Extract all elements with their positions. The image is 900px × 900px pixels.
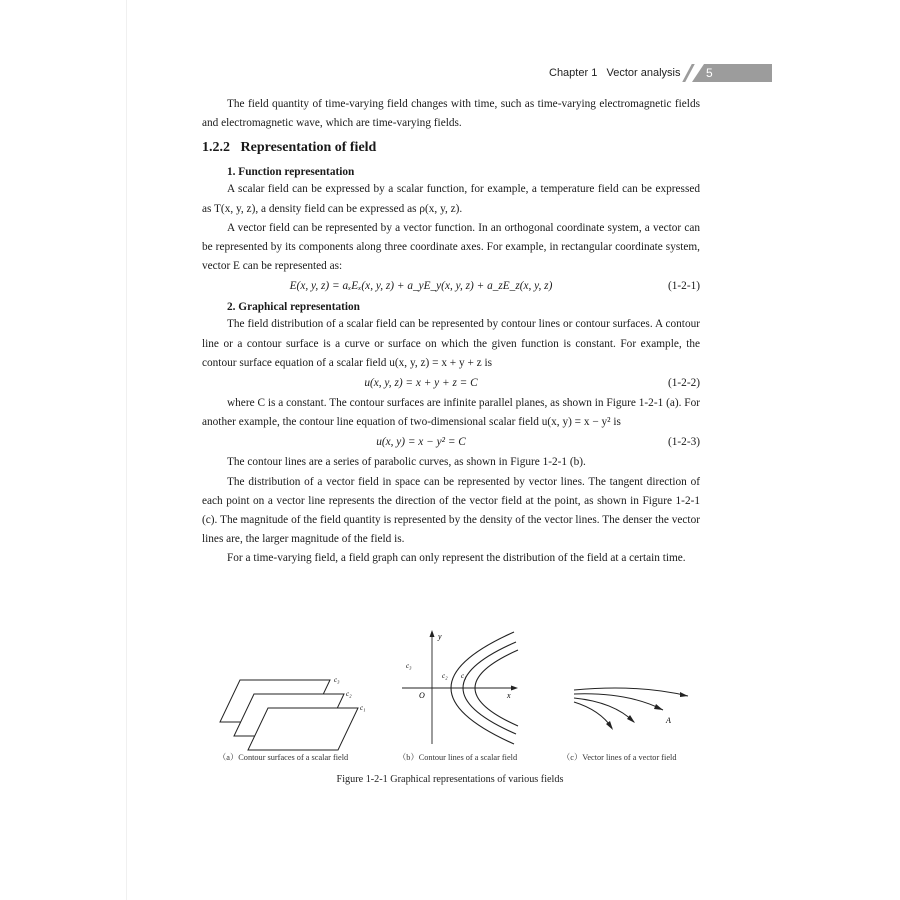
page-body [202,95,700,569]
label-c3: c₃ [334,676,340,684]
plane-c1 [248,708,358,750]
figure-c-vector-lines [568,676,703,746]
header-slash [682,64,695,82]
section-number: 1.2.2 [202,140,230,156]
label-c1: c₁ [461,672,467,680]
function-paragraph-2: A vector field can be represented by a vector function. In an orthogonal coordinate system, a vector can be represented by its components along three coordinate axes. For example, in rectangular coordinate system, vector E can be represented as: [202,221,700,273]
subsection-graphical-title: 2. Graphical representation [227,301,360,314]
label-origin: O [419,691,425,700]
section-title: Representation of field [240,140,377,156]
caption-c: （c）Vector lines of a vector field [562,753,677,762]
equation-1-2-3 [202,432,700,453]
equation-1-2-2 [202,373,700,394]
equation-1-2-3-body: u(x, y) = x − y² = C [376,436,466,449]
x-axis-arrow [511,686,518,691]
function-paragraph-1: A scalar field can be expressed by a scalar function, for example, a temperature field can be expressed as T(x, y, z), a density field can be expressed as ρ(x, y, z). [202,183,700,215]
graphical-paragraph-5: For a time-varying field, a field graph can only represent the distribution of the field at a certain time. [227,552,686,565]
equation-1-2-1-body: E(x, y, z) = aₓEₓ(x, y, z) + a_yE_y(x, y, z) + a_zE_z(x, y, z) [289,280,553,293]
figure-1-2-1 [200,628,720,788]
label-c2: c₂ [346,690,352,698]
equation-1-2-1-number: (1-2-1) [668,280,700,293]
graphical-paragraph-2: where C is a constant. The contour surfaces are infinite parallel planes, as shown in Figure 1-2-1 (a). For another example, the contour line equation of two-dimensional scalar field u(x, y) = x − y² is [202,397,700,429]
graphical-paragraph-4: The distribution of a vector field in space can be represented by vector lines. The tangent direction of each point on a vector line represents the direction of the vector field at the point, as shown in Figure 1-2-1 (c). The magnitude of the field quantity is represented by the density of the vector lines. The denser the vector lines are, the larger magnitude of the field is. [202,475,700,546]
y-axis-arrow [430,630,435,637]
equation-1-2-2-number: (1-2-2) [668,377,700,390]
figure-b-contour-lines [400,628,530,746]
figure-title: Figure 1-2-1 Graphical representations of various fields [336,774,564,785]
label-c2: c₂ [442,672,448,680]
label-a: A [666,716,671,725]
header-chapter-title [549,67,680,79]
header-bar [692,64,772,82]
label-y: y [438,632,442,641]
vector-line-1 [574,688,688,696]
graphical-paragraph-1: The field distribution of a scalar field can be represented by contour lines or contour surfaces. A contour line or a contour surface is a curve or surface on which the given function is constant. For example, the contour surface equation of a scalar field u(x, y, z) = x + y + z is [202,318,700,369]
caption-b: （b）Contour lines of a scalar field [398,753,518,762]
header-title: Vector analysis [606,67,681,79]
equation-1-2-2-body: u(x, y, z) = x + y + z = C [364,377,478,390]
vector-line-3-arrow [627,715,635,723]
label-x: x [507,691,511,700]
subsection-function-title: 1. Function representation [227,166,355,179]
label-c1: c₁ [360,704,366,712]
graphical-paragraph-3: The contour lines are a series of parabolic curves, as shown in Figure 1-2-1 (b). [227,456,586,469]
section-heading [202,140,700,156]
equation-1-2-1 [202,276,700,297]
caption-a: （a）Contour surfaces of a scalar field [218,753,349,762]
running-header [0,64,900,84]
page-number: 5 [706,66,713,80]
vector-line-2-arrow [654,704,663,710]
header-chapter: Chapter 1 [549,67,598,79]
intro-paragraph: The field quantity of time-varying field changes with time, such as time-varying electromagnetic fields and electromagnetic wave, which are time-varying fields. [202,98,700,130]
label-c3: c₃ [406,662,412,670]
equation-1-2-3-number: (1-2-3) [668,436,700,449]
vector-line-1-arrow [680,692,688,697]
page-edge [126,0,127,900]
